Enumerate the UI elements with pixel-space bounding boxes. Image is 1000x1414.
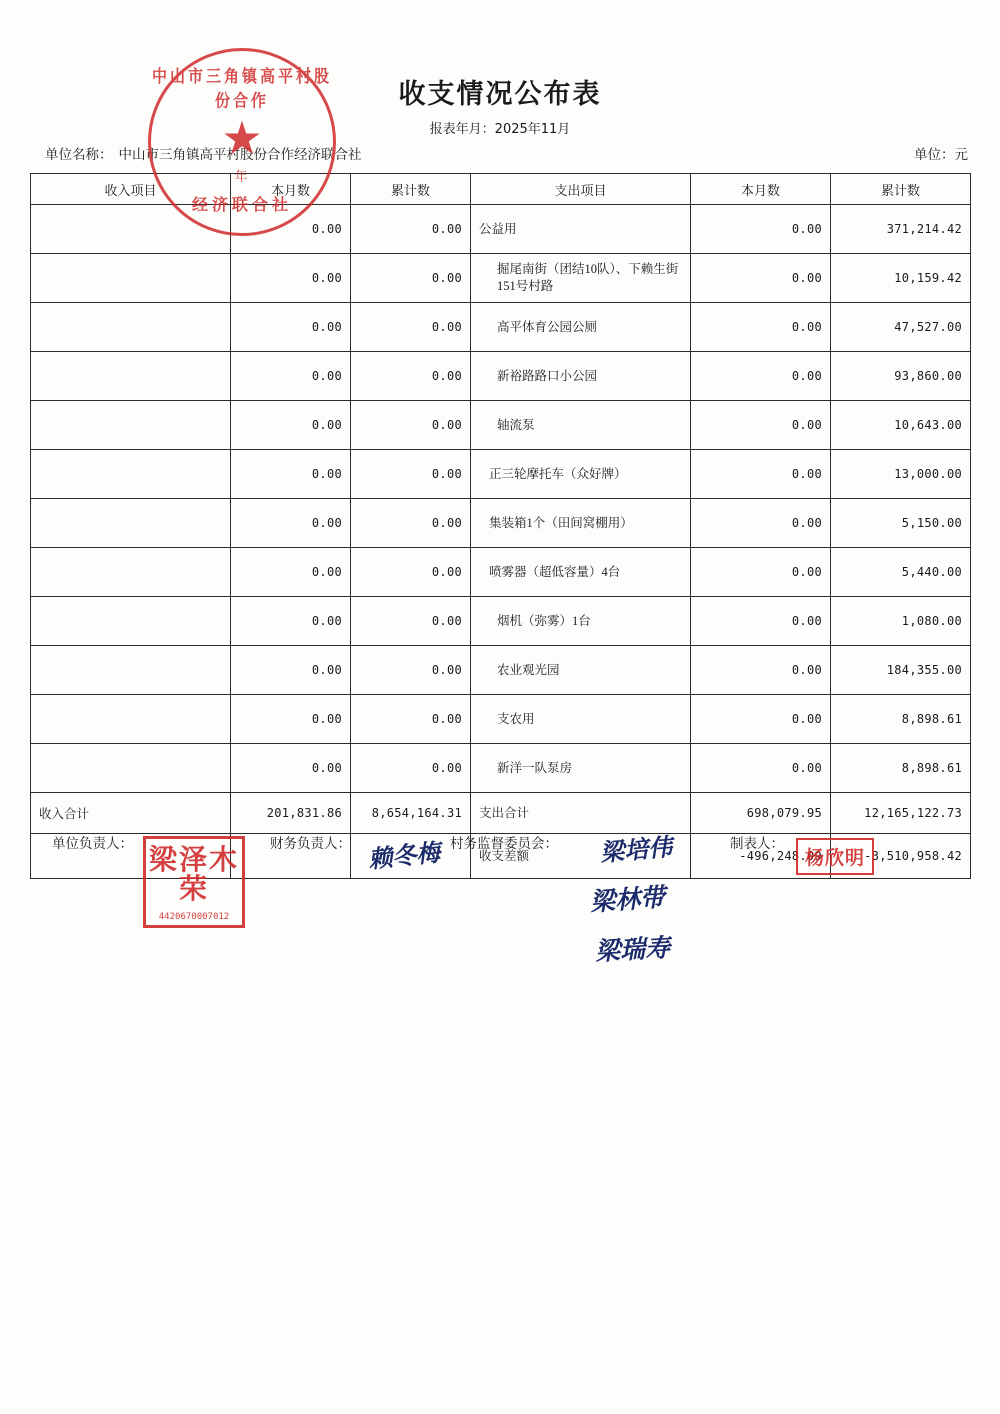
- currency-label: 单位：元: [914, 147, 968, 162]
- cell-expense-month: 0.00: [691, 548, 831, 597]
- cell-expense-item: 轴流泵: [471, 401, 691, 450]
- report-period: 报表年月：2025年11月: [429, 122, 571, 137]
- cell-expense-month: 0.00: [691, 499, 831, 548]
- balance-month: -496,248.09: [691, 834, 831, 879]
- table-row: [31, 597, 971, 646]
- cell-income-month: 0.00: [231, 450, 351, 499]
- star-icon: ★: [221, 113, 263, 165]
- header-expense-month: 本月数: [691, 174, 831, 205]
- cell-expense-month: 0.00: [691, 646, 831, 695]
- table-row: [31, 646, 971, 695]
- unit-head-seal-name: 梁泽木荣: [148, 843, 239, 906]
- page-title: 收支情况公布表: [398, 79, 602, 110]
- table-row: [31, 695, 971, 744]
- cell-expense-item: 支农用: [471, 695, 691, 744]
- cell-expense-month: 0.00: [691, 205, 831, 254]
- expense-total-label: 支出合计: [471, 793, 691, 834]
- unit-name-value: 中山市三角镇高平村股份合作经济联合社: [118, 147, 362, 162]
- expense-total-cumulative: 12,165,122.73: [831, 793, 971, 834]
- totals-row: [31, 793, 971, 834]
- cell-expense-cumulative: 8,898.61: [831, 695, 971, 744]
- cell-expense-cumulative: 5,440.00: [831, 548, 971, 597]
- cell-income-cumulative: 0.00: [351, 254, 471, 303]
- cell-expense-cumulative: 10,643.00: [831, 401, 971, 450]
- table-header-row: [31, 174, 971, 205]
- table-row: [31, 744, 971, 793]
- unit-head-seal-code: 4420670007012: [158, 912, 230, 922]
- cell-income-cumulative: 0.00: [351, 548, 471, 597]
- cell-expense-cumulative: 8,898.61: [831, 744, 971, 793]
- cell-expense-month: 0.00: [691, 695, 831, 744]
- cell-expense-cumulative: 5,150.00: [831, 499, 971, 548]
- cell-income-item: [31, 548, 231, 597]
- signature-supervisor-1: 梁培伟: [599, 831, 674, 868]
- cell-expense-item: 集装箱1个（田间窝棚用）: [471, 499, 691, 548]
- cell-expense-month: 0.00: [691, 450, 831, 499]
- cell-expense-item: 公益用: [471, 205, 691, 254]
- cell-expense-item: 掘尾南街（团结10队）、下赖生街151号村路: [471, 254, 691, 303]
- cell-income-item: [31, 646, 231, 695]
- cell-income-item: [31, 303, 231, 352]
- cell-expense-cumulative: 371,214.42: [831, 205, 971, 254]
- cell-income-cumulative: 0.00: [351, 744, 471, 793]
- cell-income-item: [31, 205, 231, 254]
- preparer-label: 制表人：: [730, 836, 784, 851]
- cell-income-month: 0.00: [231, 499, 351, 548]
- signature-finance-head: 赖冬梅: [366, 837, 442, 874]
- table-row: [31, 352, 971, 401]
- balance-cumulative: -3,510,958.42: [831, 834, 971, 879]
- cell-expense-cumulative: 10,159.42: [831, 254, 971, 303]
- income-total-month: 201,831.86: [231, 793, 351, 834]
- cell-income-item: [31, 499, 231, 548]
- cell-expense-month: 0.00: [691, 597, 831, 646]
- cell-income-cumulative: 0.00: [351, 646, 471, 695]
- balance-label: 收支差额: [471, 834, 691, 879]
- table-row: [31, 499, 971, 548]
- cell-expense-item: 农业观光园: [471, 646, 691, 695]
- cell-expense-cumulative: 1,080.00: [831, 597, 971, 646]
- header-expense-item: 支出项目: [471, 174, 691, 205]
- seal-top-text: 中山市三角镇高平村股份合作: [151, 66, 332, 111]
- cell-expense-month: 0.00: [691, 401, 831, 450]
- cell-expense-item: 正三轮摩托车（众好牌）: [471, 450, 691, 499]
- cell-income-month: 0.00: [231, 205, 351, 254]
- signature-supervisor-3: 梁瑞寿: [594, 933, 671, 966]
- preparer-name-seal: 杨欣明: [796, 838, 874, 875]
- cell-income-item: [31, 401, 231, 450]
- unit-head-label: 单位负责人：: [52, 836, 133, 851]
- table-row: [31, 401, 971, 450]
- header-income-month: 本月数: [231, 174, 351, 205]
- cell-income-cumulative: 0.00: [351, 499, 471, 548]
- cell-income-month: 0.00: [231, 352, 351, 401]
- finance-head-label: 财务负责人：: [270, 836, 351, 851]
- cell-income-cumulative: 0.00: [351, 401, 471, 450]
- cell-income-month: 0.00: [231, 548, 351, 597]
- cell-income-item: [31, 744, 231, 793]
- header-income-cumulative: 累计数: [351, 174, 471, 205]
- signature-supervisor-2: 梁林带: [589, 882, 667, 917]
- cell-expense-month: 0.00: [691, 352, 831, 401]
- seal-mid-text: 年: [234, 169, 250, 184]
- cell-income-cumulative: 0.00: [351, 597, 471, 646]
- table-row: [31, 303, 971, 352]
- header-expense-cumulative: 累计数: [831, 174, 971, 205]
- header-income-item: 收入项目: [31, 174, 231, 205]
- table-row: [31, 254, 971, 303]
- cell-expense-month: 0.00: [691, 303, 831, 352]
- cell-expense-item: 喷雾器（超低容量）4台: [471, 548, 691, 597]
- signature-footer: [30, 832, 970, 872]
- income-total-cumulative: 8,654,164.31: [351, 793, 471, 834]
- cell-income-item: [31, 254, 231, 303]
- cell-income-cumulative: 0.00: [351, 303, 471, 352]
- unit-name-row: [45, 143, 362, 163]
- cell-expense-item: 高平体育公园公厕: [471, 303, 691, 352]
- cell-expense-item: 新洋一队泵房: [471, 744, 691, 793]
- cell-income-month: 0.00: [231, 695, 351, 744]
- supervision-committee-label: 村务监督委员会：: [450, 836, 558, 851]
- cell-income-month: 0.00: [231, 401, 351, 450]
- cell-income-month: 0.00: [231, 744, 351, 793]
- cell-income-item: [31, 450, 231, 499]
- cell-expense-month: 0.00: [691, 744, 831, 793]
- cell-income-month: 0.00: [231, 597, 351, 646]
- cell-income-month: 0.00: [231, 254, 351, 303]
- cell-expense-cumulative: 93,860.00: [831, 352, 971, 401]
- expense-total-month: 698,079.95: [691, 793, 831, 834]
- cell-income-item: [31, 597, 231, 646]
- cell-expense-cumulative: 47,527.00: [831, 303, 971, 352]
- table-row: [31, 450, 971, 499]
- cell-expense-cumulative: 13,000.00: [831, 450, 971, 499]
- cell-expense-cumulative: 184,355.00: [831, 646, 971, 695]
- cell-expense-month: 0.00: [691, 254, 831, 303]
- cell-income-month: 0.00: [231, 646, 351, 695]
- cell-income-cumulative: 0.00: [351, 205, 471, 254]
- cell-expense-item: 烟机（弥雾）1台: [471, 597, 691, 646]
- unit-name-label: 单位名称：: [45, 147, 113, 162]
- cell-income-item: [31, 352, 231, 401]
- income-expense-table: [30, 173, 971, 879]
- table-row: [31, 548, 971, 597]
- table-row: [31, 205, 971, 254]
- seal-bottom-text: 经济联合社: [191, 195, 292, 214]
- cell-income-cumulative: 0.00: [351, 450, 471, 499]
- cell-income-month: 0.00: [231, 303, 351, 352]
- cell-income-item: [31, 695, 231, 744]
- cell-income-cumulative: 0.00: [351, 695, 471, 744]
- cell-income-cumulative: 0.00: [351, 352, 471, 401]
- income-total-label: 收入合计: [31, 793, 231, 834]
- cell-expense-item: 新裕路路口小公园: [471, 352, 691, 401]
